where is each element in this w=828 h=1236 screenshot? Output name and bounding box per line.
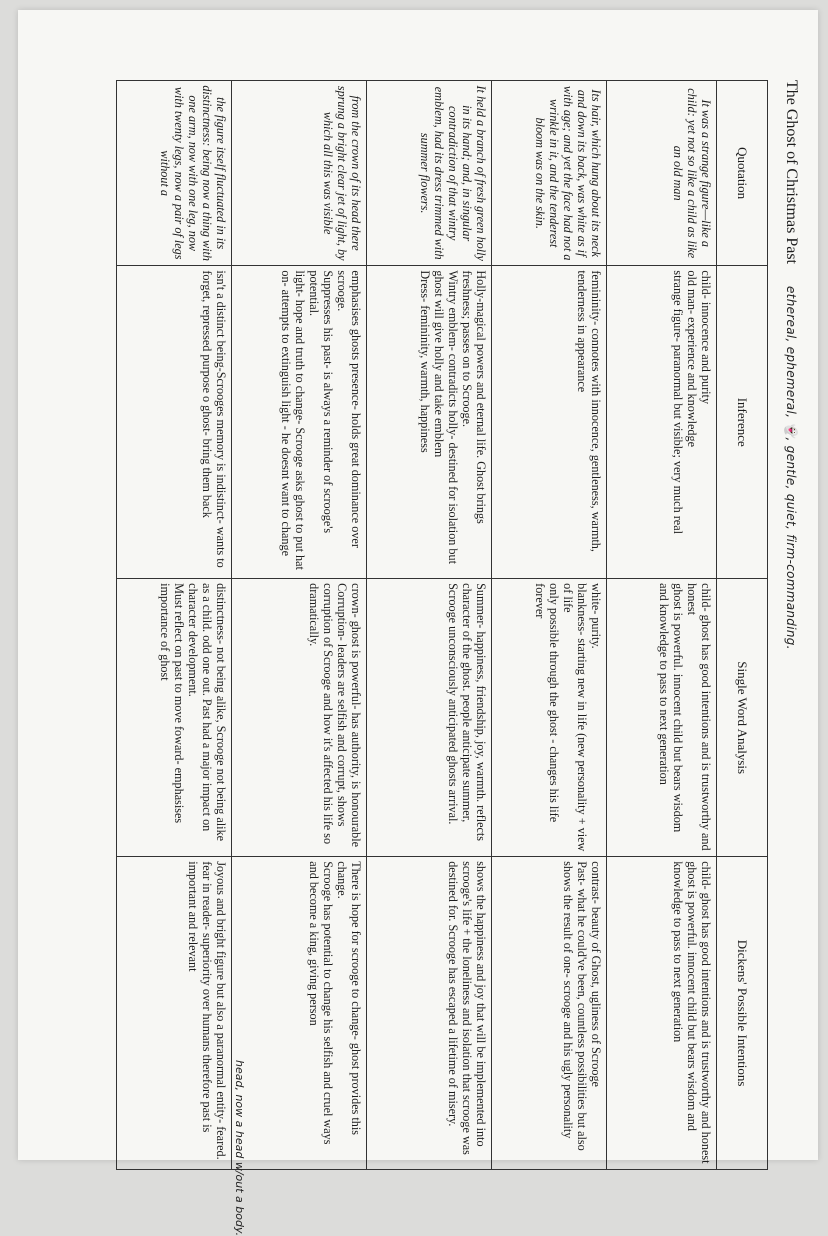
title-row — [770, 80, 800, 1160]
quotation-cell: from the crown of its head there sprung a bright clear jet of light, by which all this was visible — [232, 81, 367, 266]
handwritten-margin-note: head, now a head w/out a body. — [233, 1060, 246, 1236]
header-row — [717, 81, 768, 1170]
single-word-cell: distinctness- not being alike, Scrooge not being alike as a child. odd one out. Past had a major impact on character development. Must reflect on past to move foward- emphasises importance of ghost — [117, 579, 232, 857]
intentions-cell: shows the happiness and joy that will be implemented into scrooge's life + the loneliness and isolation that scrooge was destined for. Scrooge has escaped a lifetime of misery. — [367, 857, 492, 1170]
column-header-intentions: Dickens' Possible Intentions — [717, 857, 768, 1170]
single-word-cell: crown- ghost is powerful- has authority, is honourable Corruption- leaders are selfish and corrupt, shows corruption of Scrooge and how it's affected his life so dramatically. — [232, 579, 367, 857]
inference-cell: emphasises ghosts presence- holds great dominance over scrooge. Suppresses his past- is always a reminder of scrooge's potential. light- hope and truth to change- Scrooge asks ghost to put hat on- attempts to extinguish light - he doesnt want to change — [232, 266, 367, 579]
table-row — [492, 81, 607, 1170]
table-row — [367, 81, 492, 1170]
handwritten-annotation: ethereal, ephemeral, 👻, gentle, quiet, firm-commanding. — [784, 286, 798, 650]
single-word-cell: white- purity. blankness- starting new in life (new personality + view of life only possible through the ghost - changes his life forever — [492, 579, 607, 857]
paper-sheet — [18, 10, 818, 1236]
table-row — [607, 81, 717, 1170]
rotated-page — [68, 70, 808, 1236]
quotation-cell: Its hair, which hung about its neck and down its back, was white as if with age; and yet the face had not a wrinkle in it, and the tenderest bloom was on the skin. — [492, 81, 607, 266]
intentions-cell: Joyous and bright figure but also a paranormal entity- feared. fear in reader- superiority over humans therefore past is important and relevant — [117, 857, 232, 1170]
intentions-cell: There is hope for scrooge to change- ghost provides this change. Scrooge has potential to change his selfish and cruel ways and become a king, giving person — [232, 857, 367, 1170]
single-word-cell: Summer- happiness, friendship, joy, warmth. reflects character of the ghost. people anticipate summer, Scrooge unconsciously anticipated ghosts arrival. — [367, 579, 492, 857]
intentions-cell: contrast- beauty of Ghost, ugliness of Scrooge Past- what he could've been, countless possibilities but also shows the result of one- scrooge and his ugly personality — [492, 857, 607, 1170]
page-title: The Ghost of Christmas Past — [783, 80, 800, 264]
inference-cell: isn't a distinct being-Scrooges memory is indistinct- wants to forget, repressed purpose o ghost- bring them back — [117, 266, 232, 579]
column-header-single-word: Single Word Analysis — [717, 579, 768, 857]
inference-cell: child- innocence and purity old man- experience and knowledge strange figure- paranormal but visible; very much real — [607, 266, 717, 579]
single-word-cell: child- ghost has good intentions and is trustworthy and honest ghost is powerful. innocent child but bears wisdom and knowledge to pass to next generation — [607, 579, 717, 857]
quotation-cell: the figure itself fluctuated in its distinctness: being now a thing with one arm, now with one leg, now with twenty legs, now a pair of legs without a — [117, 81, 232, 266]
inference-cell: Holly-magical powers and eternal life. Ghost brings freshness; passes on to Scrooge. Wintry emblem- contradicts holly- destined for isolation but ghost will give holly and take emblem Dress- femininity, warmth, happiness — [367, 266, 492, 579]
inference-cell: femininity- connotes with innocence, gentleness, warmth, tenderness in appearance — [492, 266, 607, 579]
column-header-quotation: Quotation — [717, 81, 768, 266]
table-row — [232, 81, 367, 1170]
intentions-cell: child- ghost has good intentions and is trustworthy and honest ghost is powerful. innocent child but bears wisdom and knowledge to pass to next generation — [607, 857, 717, 1170]
quotation-cell: It held a branch of fresh green holly in its hand; and, in singular contradiction of that wintry emblem, had its dress trimmed with summer flowers. — [367, 81, 492, 266]
analysis-table — [116, 80, 768, 1170]
quotation-cell: It was a strange figure—like a child: yet not so like a child as like an old man — [607, 81, 717, 266]
column-header-inference: Inference — [717, 266, 768, 579]
table-row — [117, 81, 232, 1170]
